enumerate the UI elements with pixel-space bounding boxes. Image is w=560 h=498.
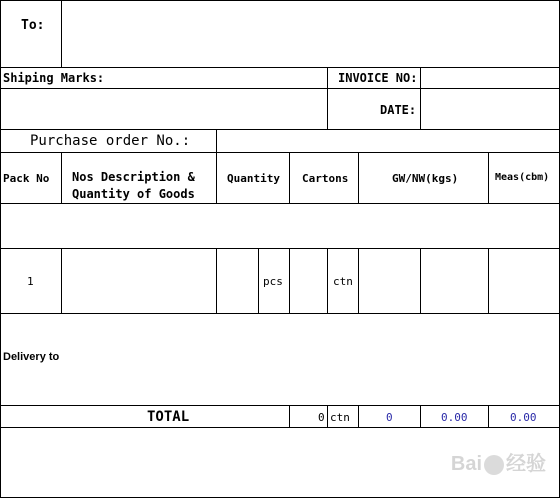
total-meas: 0.00 <box>510 411 537 424</box>
delivery-label: Delivery to <box>3 351 60 363</box>
header-cartons: Cartons <box>302 172 349 185</box>
rule-i-6 <box>358 248 359 313</box>
rule-top <box>0 0 560 1</box>
watermark-text-right: 经验 <box>506 453 546 475</box>
invoice-no-label: INVOICE NO: <box>338 71 418 85</box>
rule-t-5 <box>488 405 489 427</box>
rule-h-5 <box>488 152 489 203</box>
rule-t-1 <box>289 405 290 427</box>
rule-after-header <box>0 203 560 204</box>
rule-after-total <box>0 427 560 428</box>
rule-after-delivery <box>0 405 560 406</box>
item-qty-unit: pcs <box>263 275 283 288</box>
rule-after-to <box>0 67 560 68</box>
rule-i-5 <box>327 248 328 313</box>
rule-left <box>0 0 1 498</box>
header-quantity: Quantity <box>227 172 280 185</box>
rule-after-po <box>0 152 560 153</box>
rule-invoice-right <box>420 67 421 129</box>
rule-h-3 <box>289 152 290 203</box>
baidu-watermark <box>451 447 546 476</box>
rule-t-3 <box>358 405 359 427</box>
item-carton-unit: ctn <box>333 275 353 288</box>
paw-icon <box>484 455 504 475</box>
rule-after-marks <box>0 88 560 89</box>
rule-after-date <box>0 129 560 130</box>
header-description-line1: Nos Description & <box>72 170 195 184</box>
rule-after-blank <box>0 248 560 249</box>
header-description-line2: Quantity of Goods <box>72 187 195 201</box>
rule-i-8 <box>488 248 489 313</box>
total-nw: 0.00 <box>441 411 468 424</box>
rule-i-1 <box>61 248 62 313</box>
rule-i-2 <box>216 248 217 313</box>
item-pack-no: 1 <box>27 275 34 288</box>
rule-t-2 <box>327 405 328 427</box>
rule-to-divider <box>61 0 62 67</box>
header-gw-nw: GW/NW(kgs) <box>392 172 459 185</box>
rule-h-1 <box>61 152 62 203</box>
rule-h-4 <box>358 152 359 203</box>
shipping-marks-label: Shiping Marks: <box>3 71 105 85</box>
rule-h-2 <box>216 152 217 203</box>
total-cartons: 0 <box>318 411 325 424</box>
total-gw: 0 <box>386 411 393 424</box>
rule-t-4 <box>420 405 421 427</box>
total-label: TOTAL <box>147 409 190 425</box>
rule-i-3 <box>258 248 259 313</box>
rule-after-item <box>0 313 560 314</box>
total-carton-unit: ctn <box>330 411 350 424</box>
watermark-text-left: Bai <box>450 453 482 475</box>
rule-invoice-left <box>327 67 328 129</box>
header-pack-no: Pack No <box>3 172 50 185</box>
date-label: DATE: <box>380 103 417 117</box>
rule-i-4 <box>289 248 290 313</box>
purchase-order-label: Purchase order No.: <box>30 133 191 149</box>
to-label: To: <box>21 18 45 33</box>
rule-po-divider <box>216 129 217 152</box>
rule-i-7 <box>420 248 421 313</box>
header-meas: Meas(cbm) <box>495 172 550 183</box>
